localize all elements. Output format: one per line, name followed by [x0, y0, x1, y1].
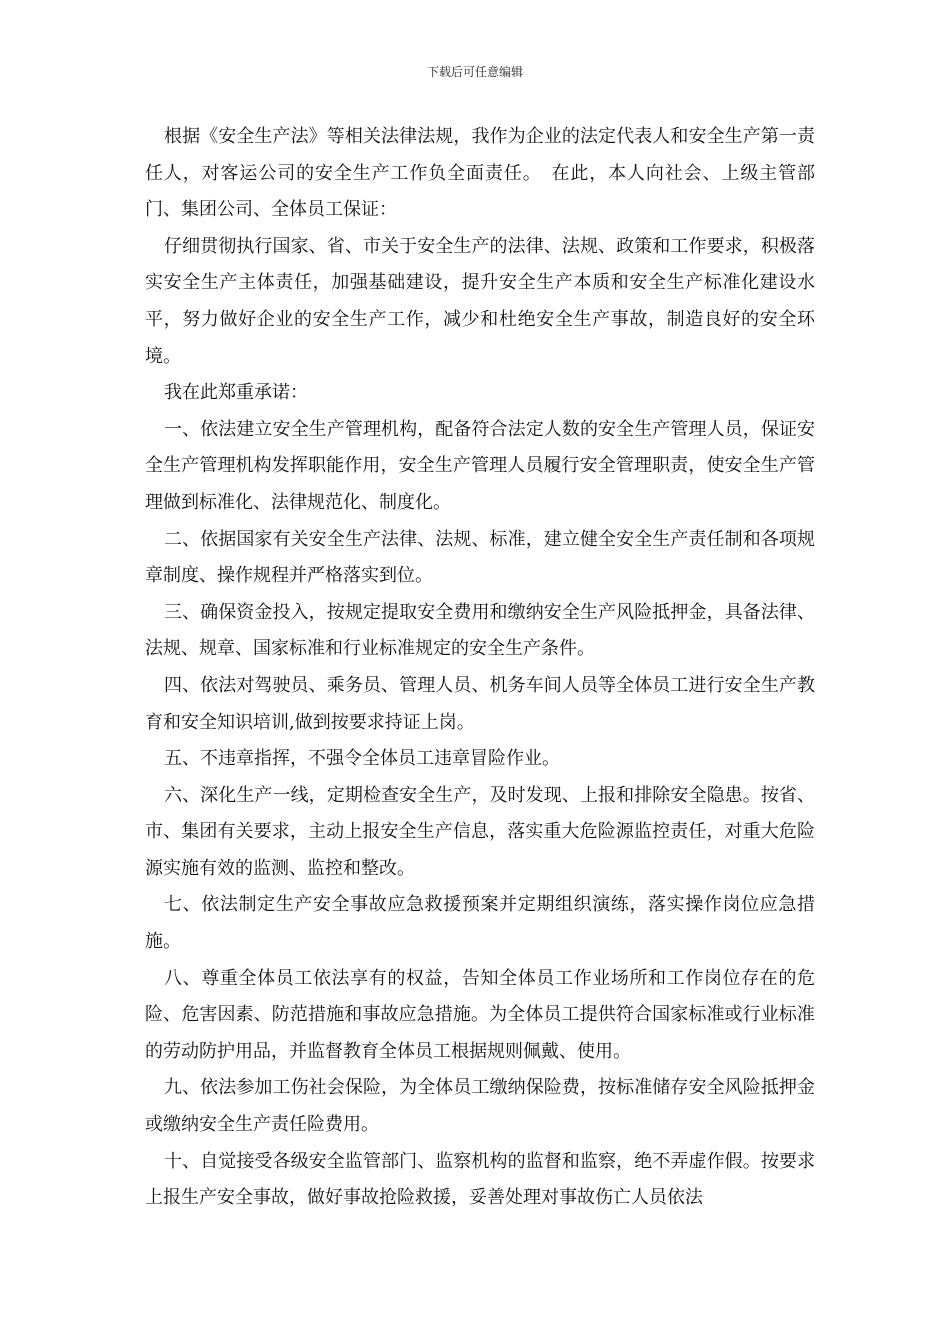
paragraph-item-3: 三、确保资金投入，按规定提取安全费用和缴纳安全生产风险抵押金，具备法律、法规、规章、国家标准和行业标准规定的安全生产条件。 — [145, 601, 815, 660]
paragraph-item-9: 九、依法参加工伤社会保险，为全体员工缴纳保险费，按标准储存安全风险抵押金或缴纳安全生产责任险费用。 — [145, 1077, 815, 1136]
paragraph-item-8: 八、尊重全体员工依法享有的权益，告知全体员工作业场所和工作岗位存在的危险、危害因素、防范措施和事故应急措施。为全体员工提供符合国家标准或行业标准的劳动防护用品，并监督教育全体员工根据规则佩戴、使用。 — [145, 967, 815, 1062]
page-header-note: 下载后可任意编辑 — [426, 65, 523, 79]
paragraph-preamble: 根据《安全生产法》等相关法律法规，我作为企业的法定代表人和安全生产第一责任人，对客运公司的安全生产工作负全面责任。 在此，本人向社会、上级主管部门、集团公司、全体员工保证： — [145, 126, 815, 221]
paragraph-item-10: 十、自觉接受各级安全监管部门、监察机构的监督和监察，绝不弄虚作假。按要求上报生产安全事故，做好事故抢险救援，妥善处理对事故伤亡人员依法 — [145, 1150, 815, 1209]
paragraph-item-5: 五、不违章指挥，不强令全体员工违章冒险作业。 — [164, 748, 560, 770]
document-body — [145, 119, 815, 1217]
paragraph-item-1: 一、依法建立安全生产管理机构，配备符合法定人数的安全生产管理人员，保证安全生产管理机构发挥职能作用，安全生产管理人员履行安全管理职责，使安全生产管理做到标准化、法律规范化、制度化。 — [145, 418, 815, 513]
paragraph-item-4: 四、依法对驾驶员、乘务员、管理人员、机务车间人员等全体员工进行安全生产教育和安全知识培训,做到按要求持证上岗。 — [145, 674, 815, 733]
paragraph-item-2: 二、依据国家有关安全生产法律、法规、标准，建立健全安全生产责任制和各项规章制度、操作规程并严格落实到位。 — [145, 528, 815, 587]
paragraph-pledge-intro: 我在此郑重承诺： — [164, 382, 308, 404]
paragraph-commitment-summary: 仔细贯彻执行国家、省、市关于安全生产的法律、法规、政策和工作要求，积极落实安全生产主体责任，加强基础建设，提升安全生产本质和安全生产标准化建设水平，努力做好企业的安全生产工作，减少和杜绝安全生产事故，制造良好的安全环境。 — [145, 235, 815, 367]
paragraph-item-7: 七、依法制定生产安全事故应急救援预案并定期组织演练，落实操作岗位应急措施。 — [145, 894, 815, 953]
paragraph-item-6: 六、深化生产一线，定期检查安全生产，及时发现、上报和排除安全隐患。按省、市、集团有关要求，主动上报安全生产信息，落实重大危险源监控责任，对重大危险源实施有效的监测、监控和整改。 — [145, 784, 815, 879]
